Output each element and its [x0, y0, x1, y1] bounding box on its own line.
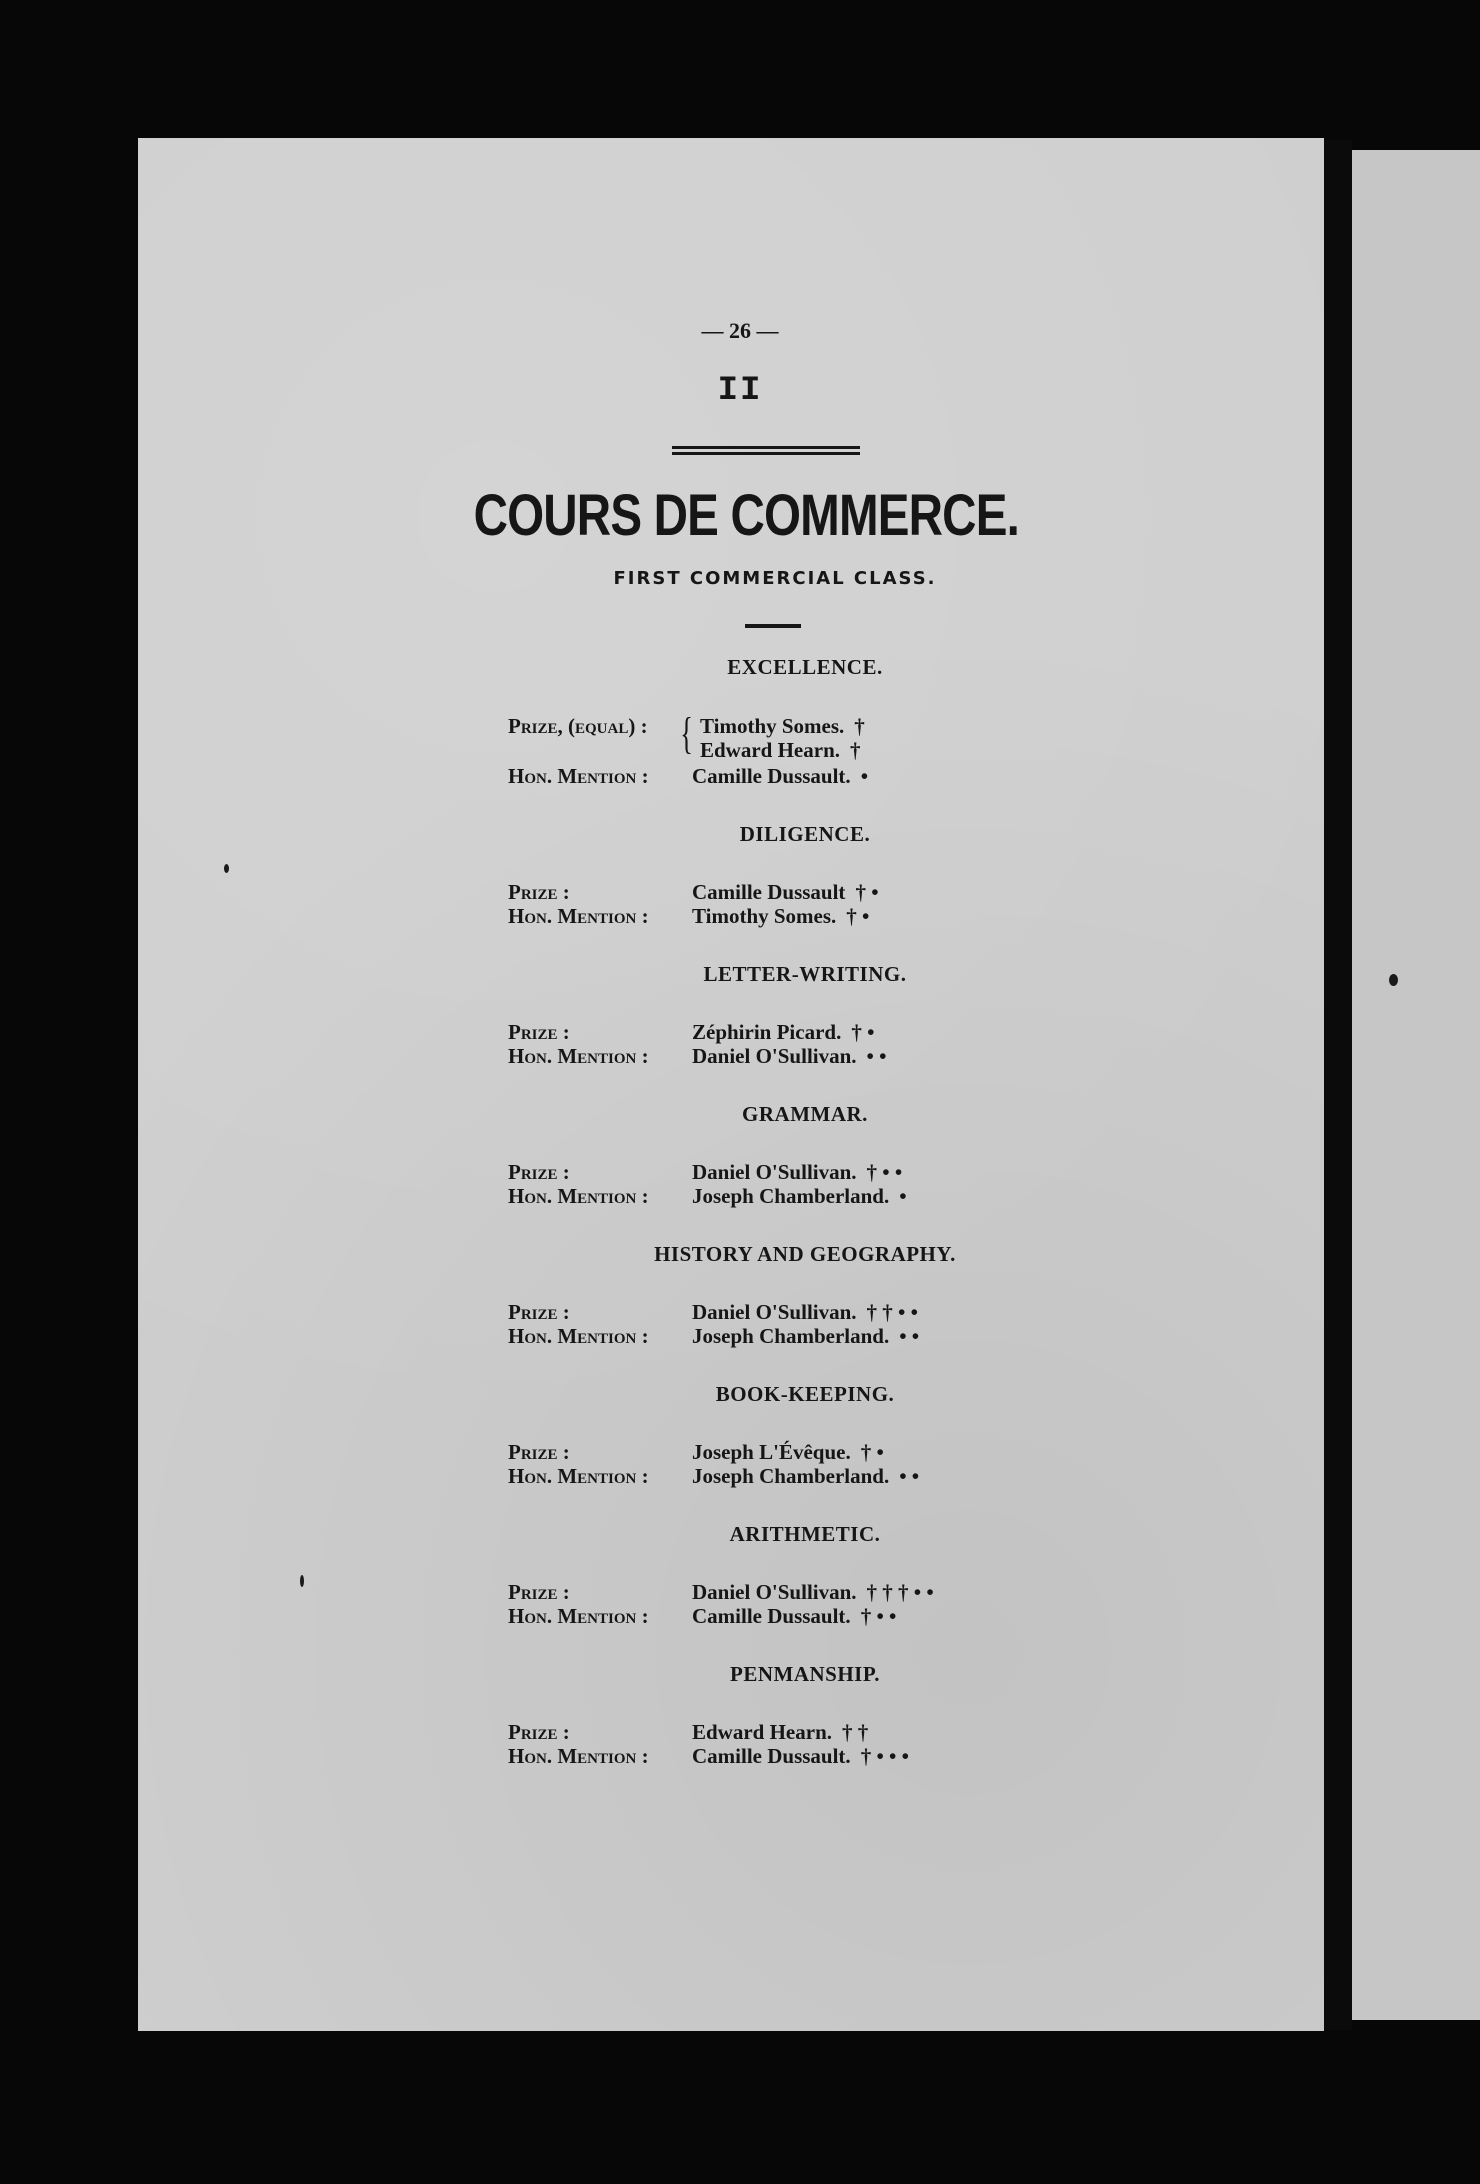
award-row — [0, 1184, 1480, 1210]
award-label: Hon. Mention : — [508, 1464, 649, 1488]
award-recipient: Daniel O'Sullivan. † † † • • — [692, 1580, 934, 1604]
award-recipient: Camille Dussault † • — [692, 880, 879, 904]
award-row — [0, 1604, 1480, 1630]
award-label: Hon. Mention : — [508, 1744, 649, 1768]
award-label: Hon. Mention : — [508, 904, 649, 928]
award-marks: † • • — [866, 1160, 903, 1184]
award-marks: • • — [866, 1044, 887, 1068]
award-label: Prize : — [508, 1580, 570, 1604]
award-recipient: Edward Hearn. † † — [692, 1720, 869, 1744]
award-recipient: Camille Dussault. † • • • — [692, 1744, 909, 1768]
section-heading-diligence: DILIGENCE. — [739, 822, 871, 846]
page-number: — 26 — — [701, 318, 779, 343]
award-recipient: Zéphirin Picard. † • — [692, 1020, 875, 1044]
award-recipient: Joseph L'Évêque. † • — [692, 1440, 884, 1464]
award-label: Prize : — [508, 1160, 570, 1184]
award-row — [0, 1324, 1480, 1350]
award-marks: † • • • — [860, 1744, 909, 1768]
award-marks: † • — [860, 1440, 884, 1464]
award-label: Hon. Mention : — [508, 1184, 649, 1208]
award-row — [0, 764, 1480, 790]
award-label: Prize : — [508, 1300, 570, 1324]
award-row — [0, 714, 1480, 740]
award-recipient: Timothy Somes. † • — [692, 904, 870, 928]
award-marks: † † † • • — [866, 1580, 934, 1604]
short-rule-divider — [745, 624, 801, 628]
section-number: II — [717, 372, 763, 410]
award-row — [0, 1580, 1480, 1606]
page-subtitle: FIRST COMMERCIAL CLASS. — [613, 568, 937, 589]
award-row — [0, 1160, 1480, 1186]
section-heading-history-geography: HISTORY AND GEOGRAPHY. — [654, 1242, 956, 1266]
print-speck — [224, 864, 229, 873]
award-row — [0, 1744, 1480, 1770]
section-heading-letter-writing: LETTER-WRITING. — [703, 962, 907, 986]
award-recipient: Camille Dussault. • — [692, 764, 869, 788]
award-row — [0, 1044, 1480, 1070]
award-recipient: Daniel O'Sullivan. † • • — [692, 1160, 903, 1184]
award-row — [0, 904, 1480, 930]
award-recipient: Daniel O'Sullivan. † † • • — [692, 1300, 919, 1324]
award-row — [0, 1020, 1480, 1046]
award-row — [0, 1300, 1480, 1326]
award-row — [0, 738, 1480, 764]
award-row — [0, 880, 1480, 906]
page-title: COURS DE COMMERCE. — [473, 483, 1020, 548]
award-label: Prize : — [508, 1440, 570, 1464]
section-heading-excellence: EXCELLENCE. — [727, 655, 883, 679]
award-label: Hon. Mention : — [508, 1604, 649, 1628]
award-marks: • — [860, 764, 869, 788]
award-label: Prize : — [508, 1020, 570, 1044]
award-marks: • • — [899, 1324, 920, 1348]
award-marks: † — [850, 738, 861, 762]
award-marks: • — [899, 1184, 907, 1208]
award-marks: † • — [846, 904, 870, 928]
section-heading-grammar: GRAMMAR. — [742, 1102, 868, 1126]
award-label: Prize, (equal) : — [508, 714, 648, 738]
award-row — [0, 1720, 1480, 1746]
award-marks: † † — [842, 1720, 869, 1744]
award-row — [0, 1464, 1480, 1490]
award-label: Hon. Mention : — [508, 764, 649, 788]
section-heading-arithmetic: ARITHMETIC. — [729, 1522, 881, 1546]
award-row — [0, 1440, 1480, 1466]
award-recipient: Joseph Chamberland. • • — [692, 1464, 920, 1488]
double-rule-divider — [672, 446, 860, 455]
award-recipient: Joseph Chamberland. • — [692, 1184, 907, 1208]
section-heading-penmanship: PENMANSHIP. — [730, 1662, 880, 1686]
award-label: Prize : — [508, 880, 570, 904]
brace-symbol: { — [680, 709, 693, 758]
award-marks: † • — [851, 1020, 875, 1044]
award-label: Hon. Mention : — [508, 1044, 649, 1068]
award-marks: † • • — [860, 1604, 897, 1628]
award-recipient: Camille Dussault. † • • — [692, 1604, 897, 1628]
award-recipient: Daniel O'Sullivan. • • — [692, 1044, 887, 1068]
award-recipient: Timothy Somes. † — [700, 714, 865, 738]
award-marks: † — [854, 714, 865, 738]
award-marks: † • — [855, 880, 879, 904]
award-label: Hon. Mention : — [508, 1324, 649, 1348]
award-marks: • • — [899, 1464, 920, 1488]
section-heading-book-keeping: BOOK-KEEPING. — [715, 1382, 895, 1406]
award-recipient: Edward Hearn. † — [700, 738, 861, 762]
award-marks: † † • • — [866, 1300, 919, 1324]
award-label: Prize : — [508, 1720, 570, 1744]
award-recipient: Joseph Chamberland. • • — [692, 1324, 920, 1348]
